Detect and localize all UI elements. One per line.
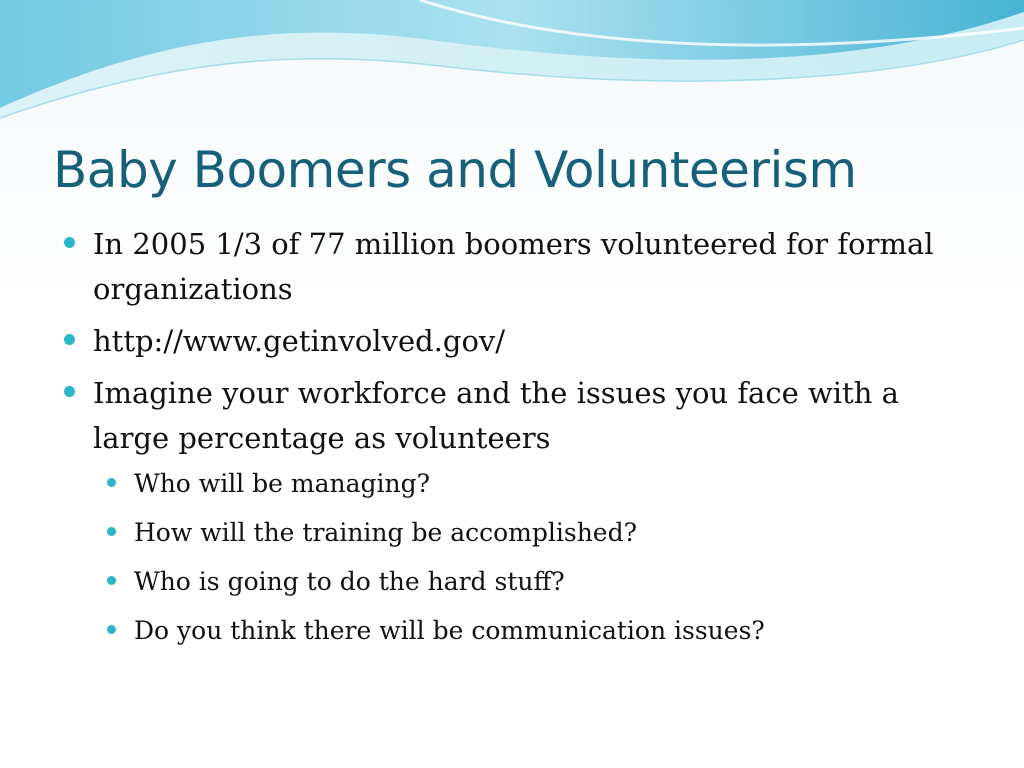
sub-bullet-text: Who is going to do the hard stuff? — [134, 567, 565, 596]
sub-bullet-text: Who will be managing? — [134, 469, 430, 498]
sub-bullet-text: Do you think there will be communication issues? — [134, 616, 765, 645]
bullet-dot-icon — [64, 237, 75, 248]
bullet-text: Imagine your workforce and the issues you face with a large percentage as volunteers — [93, 376, 899, 455]
bullet-item — [58, 319, 968, 364]
bullet-link-text: http://www.getinvolved.gov/ — [93, 324, 506, 358]
sub-bullet-item — [93, 561, 968, 603]
sub-bullet-item — [93, 610, 968, 652]
bullet-list — [58, 222, 968, 659]
sub-bullet-item — [93, 512, 968, 554]
slide-title: Baby Boomers and Volunteerism — [53, 141, 857, 199]
sub-bullet-text: How will the training be accomplished? — [134, 518, 638, 547]
sub-bullet-dot-icon — [107, 478, 116, 487]
bullet-item — [58, 371, 968, 652]
sub-bullet-dot-icon — [107, 576, 116, 585]
sub-bullet-item — [93, 463, 968, 505]
header-wave-decoration — [0, 0, 1024, 130]
sub-bullet-list — [93, 463, 968, 652]
bullet-dot-icon — [64, 334, 75, 345]
bullet-text: In 2005 1/3 of 77 million boomers volunteered for formal organizations — [93, 227, 934, 306]
bullet-item — [58, 222, 968, 312]
sub-bullet-dot-icon — [107, 527, 116, 536]
bullet-dot-icon — [64, 386, 75, 397]
sub-bullet-dot-icon — [107, 625, 116, 634]
